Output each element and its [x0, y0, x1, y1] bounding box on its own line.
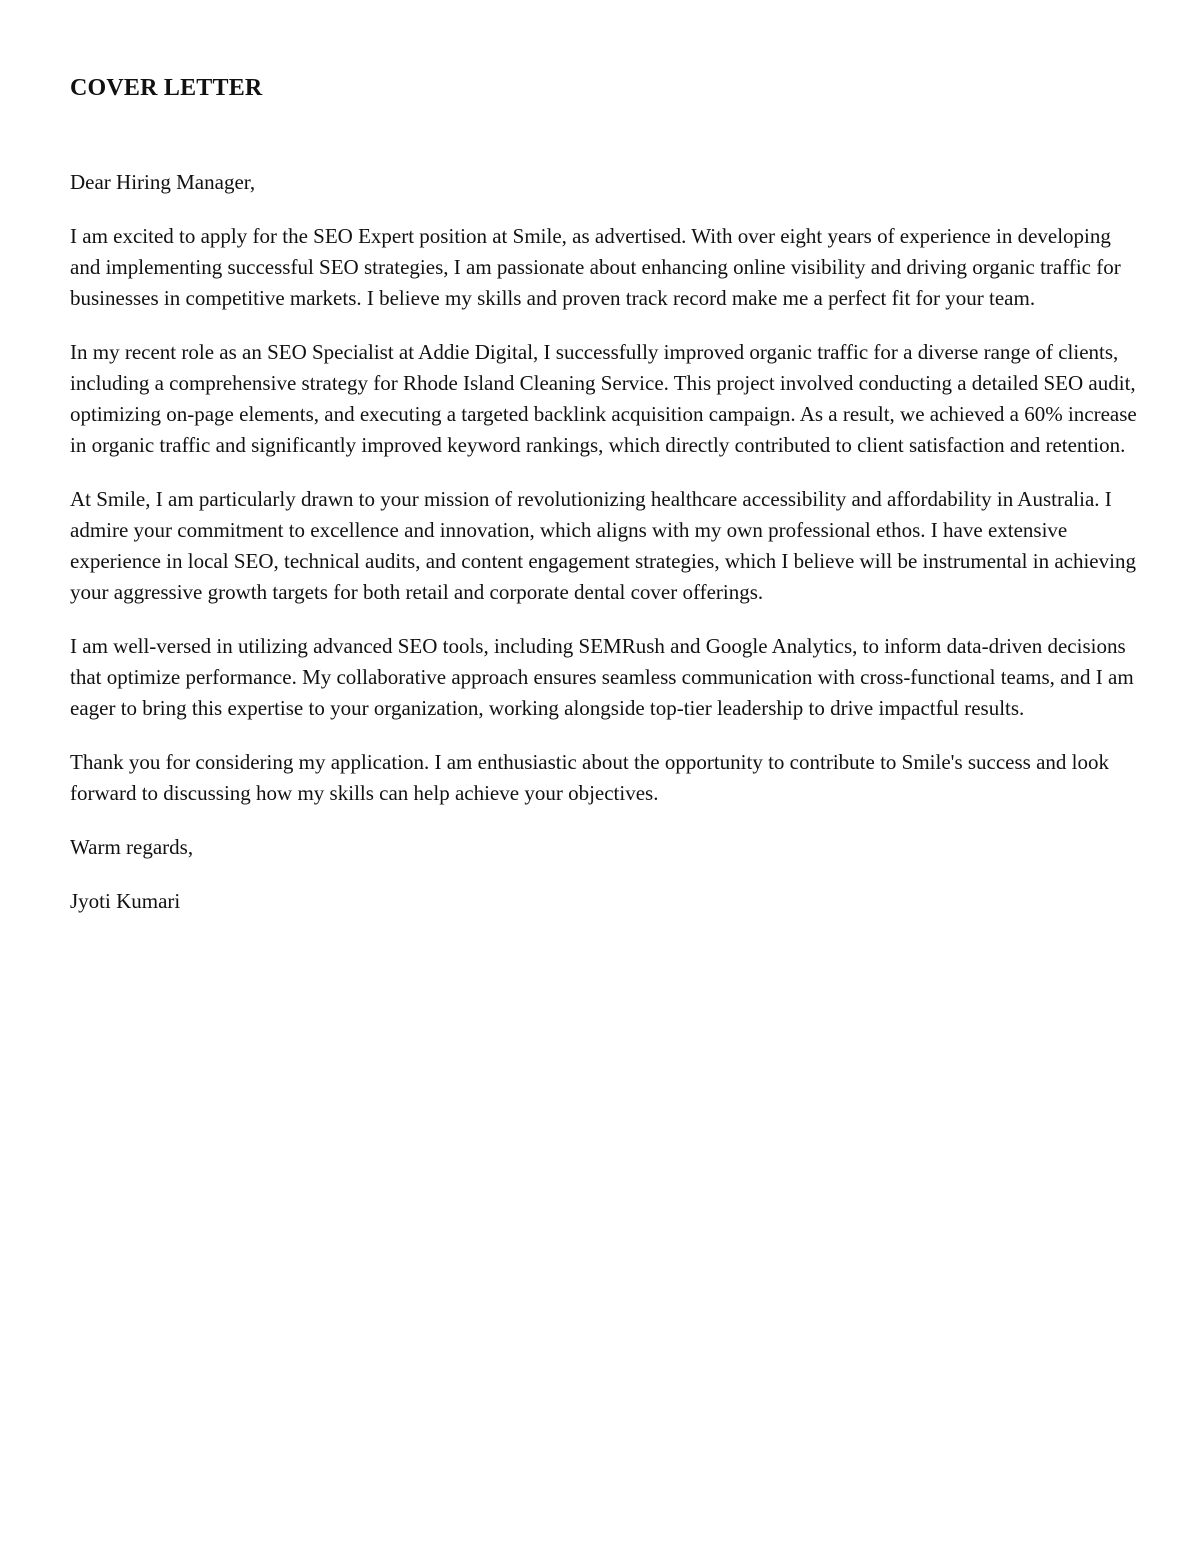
paragraph-skills: I am well-versed in utilizing advanced SEO tools, including SEMRush and Google Analytics, to inform data-driven decisions that optimize performance. My collaborative approach ensures seamless communication with cross-functional teams, and I am eager to bring this expertise to your organization, working alongside top-tier leadership to drive impactful results.: [70, 634, 1134, 720]
paragraph-thanks: Thank you for considering my application. I am enthusiastic about the opportunity to contribute to Smile's success and look forward to discussing how my skills can help achieve your objectives.: [70, 750, 1109, 805]
page-title: COVER LETTER: [70, 75, 263, 101]
signature: Jyoti Kumari: [70, 889, 181, 913]
closing: Warm regards,: [70, 835, 194, 859]
salutation: Dear Hiring Manager,: [70, 170, 256, 194]
paragraph-intro: I am excited to apply for the SEO Expert position at Smile, as advertised. With over eight years of experience in developing and implementing successful SEO strategies, I am passionate about enhancing online visibility and driving organic traffic for businesses in competitive markets. I believe my skills and proven track record make me a perfect fit for your team.: [70, 224, 1121, 310]
paragraph-experience: In my recent role as an SEO Specialist at Addie Digital, I successfully improved organic traffic for a diverse range of clients, including a comprehensive strategy for Rhode Island Cleaning Service. This project involved conducting a detailed SEO audit, optimizing on-page elements, and executing a targeted backlink acquisition campaign. As a result, we achieved a 60% increase in organic traffic and significantly improved keyword rankings, which directly contributed to client satisfaction and retention.: [70, 340, 1137, 457]
letter-body: [70, 72, 1138, 917]
paragraph-motivation: At Smile, I am particularly drawn to your mission of revolutionizing healthcare accessibility and affordability in Australia. I admire your commitment to excellence and innovation, which aligns with my own professional ethos. I have extensive experience in local SEO, technical audits, and content engagement strategies, which I believe will be instrumental in achieving your aggressive growth targets for both retail and corporate dental cover offerings.: [70, 487, 1136, 604]
